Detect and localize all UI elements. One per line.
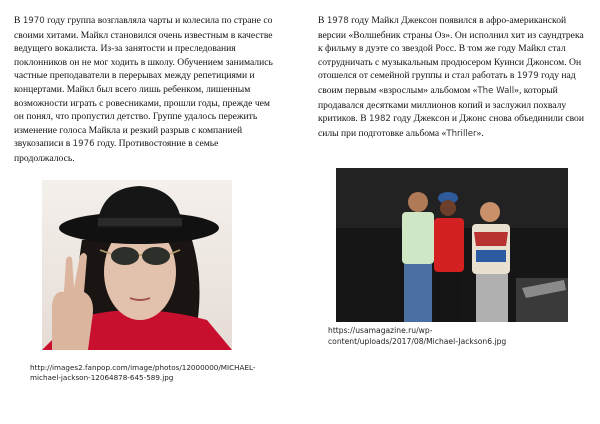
right-paragraph — [318, 14, 586, 141]
text-run: 1982 — [369, 114, 391, 125]
text-run: году Джексон и Джонс снова объединили свои силы при подготовке альбома « — [318, 113, 584, 139]
portrait-photo — [42, 180, 232, 350]
text-run: 1976 — [72, 139, 95, 150]
right-text-column — [318, 14, 586, 141]
text-run: 1978 — [326, 16, 349, 26]
text-run: », который продавался десятками миллионов копий и заслужил похвалу критиков. В — [318, 84, 567, 125]
text-run: Thriller — [446, 128, 477, 139]
left-text-column — [14, 14, 276, 166]
text-run: ». — [476, 127, 484, 139]
group-photo — [336, 168, 568, 322]
text-run: году. Противостояние в семье продолжалось. — [14, 138, 219, 164]
left-image-caption: http://images2.fanpop.com/image/photos/12000000/MICHAEL-michael-jackson-12064878-645-589.jpg — [30, 363, 256, 382]
left-paragraph — [14, 14, 276, 166]
text-run: году над своим первым «взрослым» альбомом « — [318, 70, 576, 96]
text-run: 1970 — [22, 16, 45, 26]
text-run: 1979 — [516, 71, 539, 82]
text-run: году Майкл Джексон появился в афро-американской версии «Волшебник страны Оз». Он исполнил хит из саундтрека к фильму в дуэте со звездой Росс. В том же году Майкл стал сотрудничать с музыкальным продюсером Куинси Джонсом. Он отошелся от семейной группы и стал работать в — [318, 15, 584, 82]
text-run: В — [318, 15, 327, 26]
text-run: The Wall — [477, 85, 515, 96]
text-run: году группа возглавляла чарты и колесила по стране со своими хитами. Майкл становился очень известным в качестве ведущего вокалиста. Из-за занятости и преследования поклонников он не мог ходить в школу. Обучением занимались частные преподаватели в перерывах между репетициями и концертами. Майкл был всего лишь ребенком, лишенным возможности играть с ровесниками, прошли годы, прежде чем он понял, что пропустил детство. Группе удалось пережить изменение голоса Майкла и резкий разрыв с компанией звукозаписи в — [14, 15, 273, 150]
text-run: В — [14, 15, 23, 26]
group-photo-graphic — [336, 168, 568, 322]
right-image-caption: https://usamagazine.ru/wp-content/uploads/2017/08/Michael-Jackson6.jpg — [328, 326, 507, 346]
portrait-photo-graphic — [42, 180, 232, 350]
